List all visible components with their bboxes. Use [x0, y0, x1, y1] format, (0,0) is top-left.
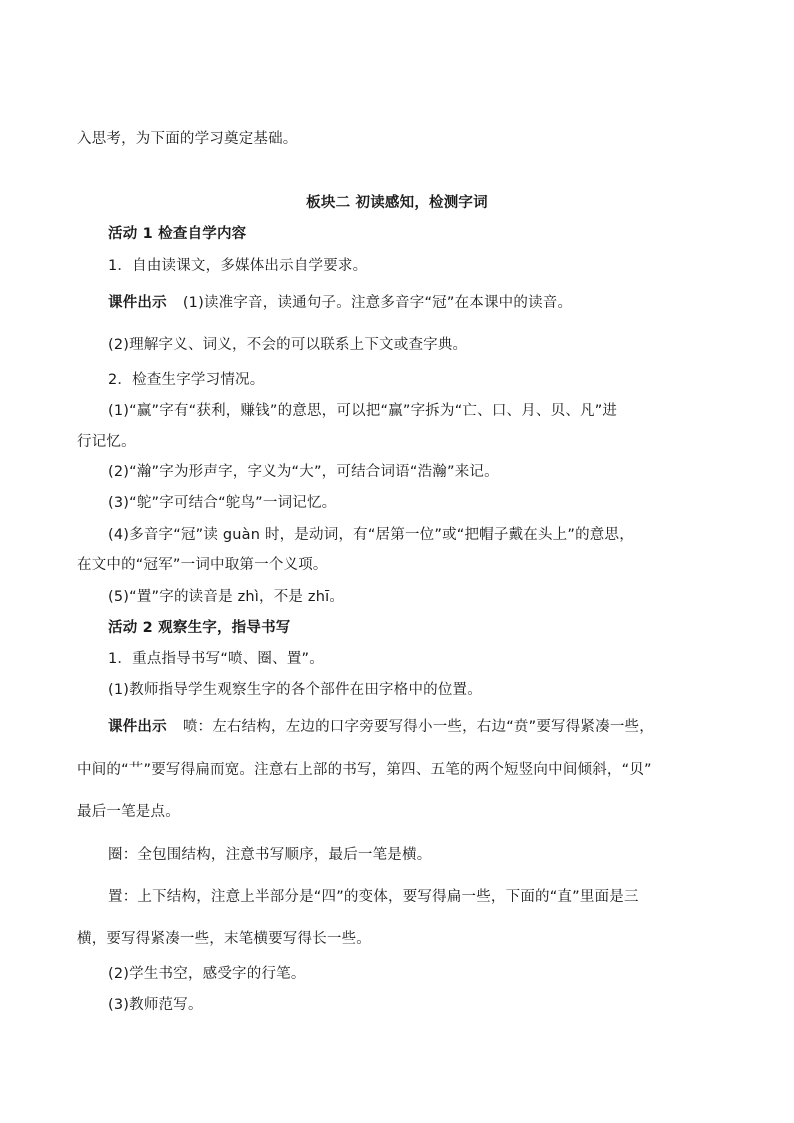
courseware-text: (1)读准字音，读通句子。注意多音字“冠”在本课中的读音。 [182, 295, 573, 311]
activity-heading-1: 活动 1 检查自学内容 [108, 226, 247, 242]
section-heading: 板块二 初读感知，检测字词 [306, 195, 488, 211]
courseware-line-2 [108, 717, 654, 737]
paragraph-line: (3)“鸵”字可结合“鸵鸟”一词记忆。 [108, 495, 337, 511]
paragraph-line: 置：上下结构，注意上半部分是“四”的变体，要写得扁一些，下面的“直”里面是三 [108, 889, 639, 905]
paragraph-line: (3)教师范写。 [108, 997, 203, 1013]
paragraph-line: (2)学生书空，感受字的行笔。 [108, 966, 306, 982]
paragraph-line: (5)“置”字的读音是 zhì，不是 zhī。 [108, 589, 345, 605]
paragraph-line: 行记忆。 [77, 434, 136, 450]
courseware-text: 喷：左右结构，左边的口字旁要写得小一些，右边“贲”要写得紧凑一些， [182, 719, 654, 735]
paragraph-line: 圈：全包围结构，注意书写顺序，最后一笔是横。 [108, 847, 432, 863]
paragraph-line: (4)多音字“冠”读 guàn 时，是动词，有“居第一位”或“把帽子戴在头上”的意思， [108, 527, 634, 543]
courseware-label: 课件出示 [108, 719, 167, 735]
activity-heading-2: 活动 2 观察生字，指导书写 [108, 620, 291, 636]
paragraph-line: 横，要写得紧凑一些，末笔横要写得长一些。 [77, 931, 371, 947]
paragraph-line: 1．重点指导书写“喷、圈、置”。 [108, 651, 324, 667]
paragraph-line: 中间的“艹”要写得扁而宽。注意右上部的书写，第四、五笔的两个短竖向中间倾斜，“贝” [77, 762, 652, 778]
paragraph-line: 1．自由读课文，多媒体出示自学要求。 [108, 258, 368, 274]
paragraph-line: 在文中的“冠军”一词中取第一个义项。 [77, 557, 328, 573]
paragraph-line: 2．检查生字学习情况。 [108, 372, 265, 388]
courseware-label: 课件出示 [108, 295, 167, 311]
courseware-line-1 [108, 293, 572, 313]
paragraph-line: 最后一笔是点。 [77, 804, 180, 820]
paragraph-line: (2)“瀚”字为形声字，字义为“大”，可结合词语“浩瀚”来记。 [108, 464, 499, 480]
paragraph-line: (1)“赢”字有“获利，赚钱”的意思，可以把“赢”字拆为“亡、口、月、贝、凡”进 [108, 403, 618, 419]
paragraph-line: (2)理解字义、词义，不会的可以联系上下文或查字典。 [108, 337, 468, 353]
paragraph-line: 入思考，为下面的学习奠定基础。 [77, 131, 298, 147]
paragraph-line: (1)教师指导学生观察生字的各个部件在田字格中的位置。 [108, 682, 482, 698]
